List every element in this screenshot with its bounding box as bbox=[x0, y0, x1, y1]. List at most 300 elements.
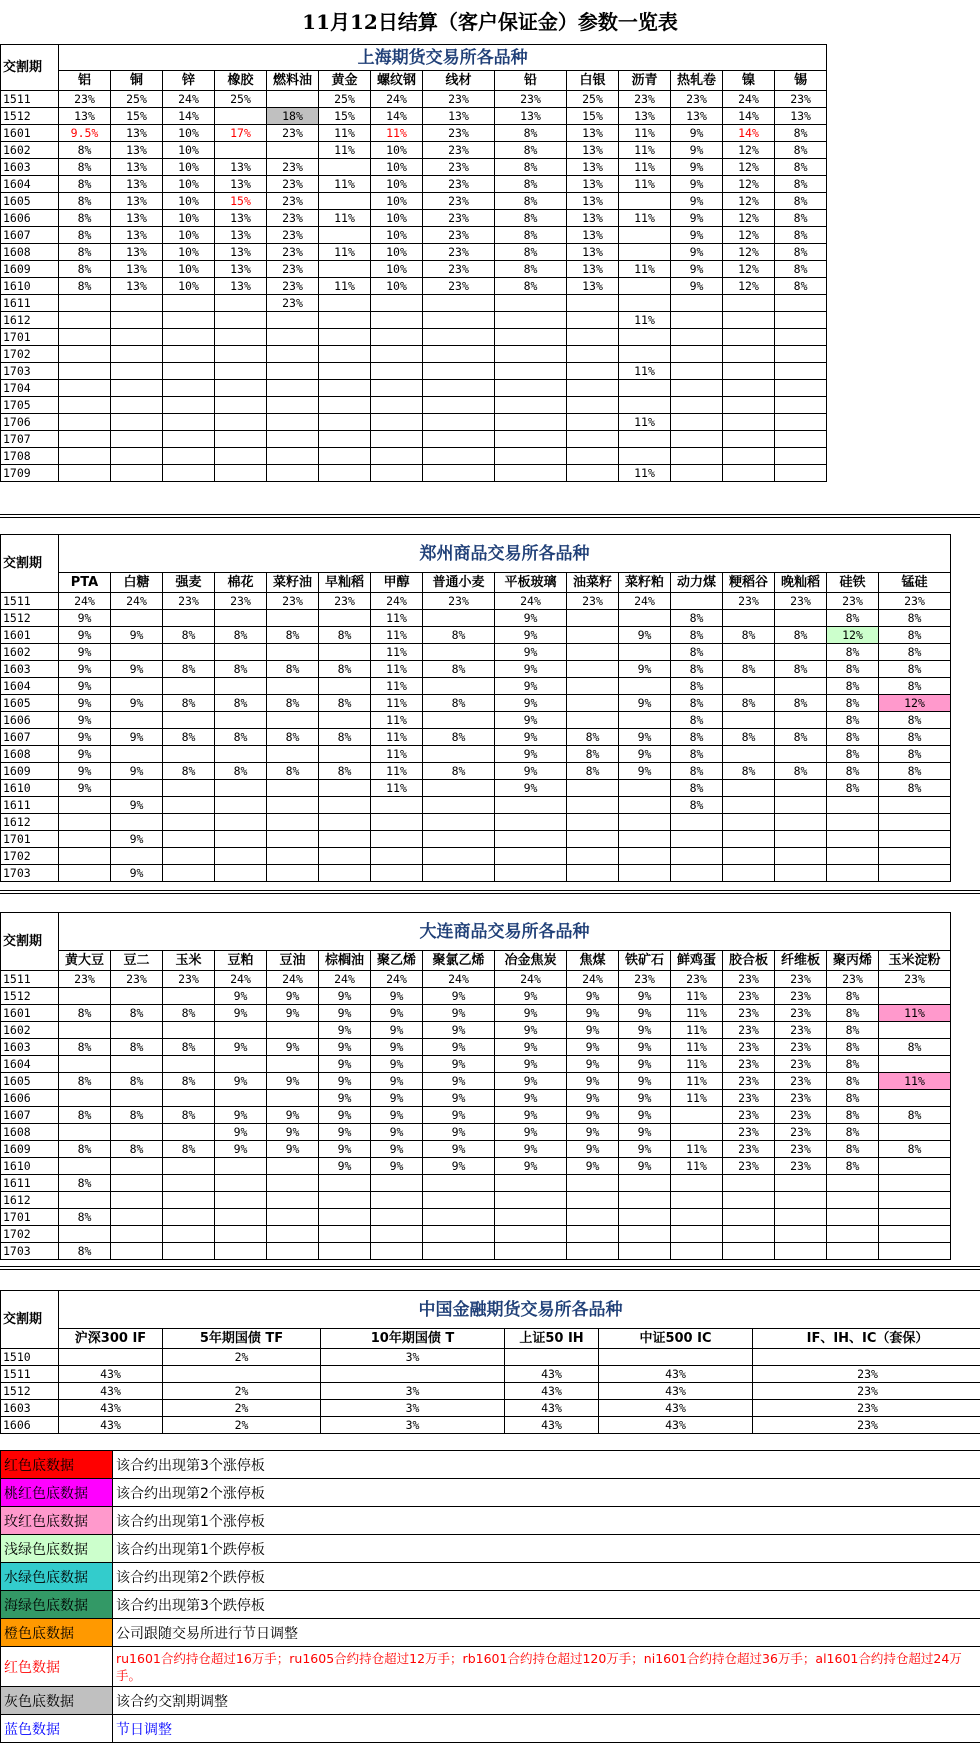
margin-cell bbox=[371, 380, 423, 397]
margin-cell bbox=[215, 363, 267, 380]
margin-cell: 8% bbox=[215, 627, 267, 644]
margin-cell: 11% bbox=[879, 1005, 951, 1022]
margin-cell: 8% bbox=[59, 227, 111, 244]
margin-cell: 10% bbox=[371, 210, 423, 227]
margin-cell: 9% bbox=[495, 1056, 567, 1073]
margin-cell bbox=[111, 848, 163, 865]
margin-cell bbox=[319, 295, 371, 312]
margin-cell bbox=[423, 465, 495, 482]
margin-cell bbox=[775, 1192, 827, 1209]
margin-cell: 9% bbox=[495, 678, 567, 695]
margin-cell: 9% bbox=[215, 1073, 267, 1090]
margin-cell bbox=[371, 414, 423, 431]
product-header: 平板玻璃 bbox=[495, 573, 567, 593]
margin-cell: 23% bbox=[267, 295, 319, 312]
margin-cell: 25% bbox=[111, 91, 163, 108]
margin-cell bbox=[319, 1226, 371, 1243]
margin-cell: 13% bbox=[215, 244, 267, 261]
margin-cell: 8% bbox=[723, 695, 775, 712]
margin-cell: 9% bbox=[267, 1005, 319, 1022]
margin-cell: 8% bbox=[879, 746, 951, 763]
margin-cell: 23% bbox=[267, 261, 319, 278]
margin-cell bbox=[215, 610, 267, 627]
product-header: 胶合板 bbox=[723, 951, 775, 971]
margin-cell bbox=[111, 346, 163, 363]
margin-cell: 13% bbox=[215, 261, 267, 278]
margin-cell: 23% bbox=[775, 1107, 827, 1124]
margin-cell bbox=[215, 1090, 267, 1107]
margin-cell: 8% bbox=[879, 644, 951, 661]
margin-cell bbox=[671, 448, 723, 465]
product-header: 白糖 bbox=[111, 573, 163, 593]
margin-cell bbox=[267, 1175, 319, 1192]
margin-cell bbox=[163, 363, 215, 380]
margin-cell bbox=[423, 312, 495, 329]
margin-cell bbox=[723, 712, 775, 729]
section-title: 上海期货交易所各品种 bbox=[59, 45, 827, 71]
margin-cell: 11% bbox=[319, 125, 371, 142]
margin-cell: 8% bbox=[775, 627, 827, 644]
product-header: 热轧卷 bbox=[671, 71, 723, 91]
margin-cell bbox=[371, 1243, 423, 1260]
margin-cell: 13% bbox=[111, 227, 163, 244]
margin-cell bbox=[723, 848, 775, 865]
margin-cell: 2% bbox=[163, 1417, 321, 1434]
margin-cell bbox=[59, 329, 111, 346]
product-header: 棕榈油 bbox=[319, 951, 371, 971]
period-cell: 1601 bbox=[1, 125, 59, 142]
table-row bbox=[1, 295, 827, 312]
margin-cell: 9% bbox=[59, 610, 111, 627]
margin-cell bbox=[723, 448, 775, 465]
legend-swatch-label: 红色数据 bbox=[1, 1647, 113, 1687]
margin-cell: 23% bbox=[671, 971, 723, 988]
margin-cell: 43% bbox=[59, 1417, 163, 1434]
margin-cell: 8% bbox=[267, 763, 319, 780]
margin-cell: 11% bbox=[371, 627, 423, 644]
margin-cell: 23% bbox=[267, 227, 319, 244]
margin-cell: 8% bbox=[267, 627, 319, 644]
margin-cell bbox=[775, 295, 827, 312]
margin-cell bbox=[111, 988, 163, 1005]
margin-cell bbox=[111, 1192, 163, 1209]
margin-cell: 8% bbox=[163, 661, 215, 678]
margin-cell bbox=[775, 312, 827, 329]
margin-cell: 8% bbox=[775, 142, 827, 159]
period-cell: 1704 bbox=[1, 380, 59, 397]
margin-cell: 9% bbox=[111, 763, 163, 780]
table-row bbox=[1, 1056, 951, 1073]
margin-cell bbox=[111, 431, 163, 448]
margin-cell bbox=[495, 814, 567, 831]
margin-cell bbox=[319, 1209, 371, 1226]
margin-cell bbox=[215, 831, 267, 848]
margin-cell: 13% bbox=[619, 108, 671, 125]
table-row bbox=[1, 1107, 951, 1124]
margin-cell bbox=[111, 746, 163, 763]
period-cell: 1703 bbox=[1, 1243, 59, 1260]
margin-cell: 10% bbox=[163, 125, 215, 142]
product-header: 10年期国债 T bbox=[321, 1329, 505, 1349]
margin-cell bbox=[111, 644, 163, 661]
margin-cell: 8% bbox=[163, 627, 215, 644]
margin-cell bbox=[371, 831, 423, 848]
margin-cell: 23% bbox=[753, 1383, 980, 1400]
margin-cell bbox=[59, 363, 111, 380]
table-row bbox=[1, 244, 827, 261]
margin-cell: 9% bbox=[619, 1090, 671, 1107]
shfe-table bbox=[0, 44, 827, 482]
margin-cell: 23% bbox=[775, 1090, 827, 1107]
margin-cell bbox=[775, 1175, 827, 1192]
table-row bbox=[1, 865, 951, 882]
margin-cell: 13% bbox=[111, 278, 163, 295]
margin-cell: 9% bbox=[619, 661, 671, 678]
margin-cell: 9% bbox=[371, 1141, 423, 1158]
margin-cell bbox=[215, 108, 267, 125]
margin-cell bbox=[59, 1192, 111, 1209]
product-header: IF、IH、IC（套保） bbox=[753, 1329, 980, 1349]
page-title: 11月12日结算（客户保证金）参数一览表 bbox=[302, 10, 678, 34]
margin-cell bbox=[111, 1158, 163, 1175]
table-row bbox=[1, 971, 951, 988]
period-cell: 1706 bbox=[1, 414, 59, 431]
margin-cell: 23% bbox=[723, 1158, 775, 1175]
margin-cell: 13% bbox=[567, 159, 619, 176]
period-cell: 1605 bbox=[1, 193, 59, 210]
margin-cell bbox=[111, 1056, 163, 1073]
margin-cell bbox=[59, 1158, 111, 1175]
margin-cell: 8% bbox=[827, 746, 879, 763]
margin-cell bbox=[567, 431, 619, 448]
czce-table bbox=[0, 534, 951, 882]
margin-cell bbox=[267, 414, 319, 431]
margin-cell: 8% bbox=[879, 1107, 951, 1124]
margin-cell bbox=[619, 397, 671, 414]
margin-cell bbox=[423, 1209, 495, 1226]
margin-cell bbox=[775, 814, 827, 831]
margin-cell bbox=[671, 1175, 723, 1192]
margin-cell: 23% bbox=[723, 1124, 775, 1141]
margin-cell bbox=[267, 1243, 319, 1260]
period-cell: 1701 bbox=[1, 831, 59, 848]
margin-cell: 8% bbox=[495, 125, 567, 142]
period-cell: 1607 bbox=[1, 1107, 59, 1124]
margin-cell: 24% bbox=[267, 971, 319, 988]
margin-cell bbox=[267, 1158, 319, 1175]
table-row bbox=[1, 1022, 951, 1039]
margin-cell: 9% bbox=[567, 1124, 619, 1141]
period-cell: 1611 bbox=[1, 1175, 59, 1192]
margin-cell bbox=[671, 312, 723, 329]
margin-cell: 24% bbox=[495, 971, 567, 988]
margin-cell bbox=[59, 797, 111, 814]
margin-cell bbox=[619, 1175, 671, 1192]
margin-cell bbox=[495, 380, 567, 397]
margin-cell: 9% bbox=[671, 261, 723, 278]
margin-cell: 8% bbox=[671, 644, 723, 661]
margin-cell: 10% bbox=[371, 176, 423, 193]
margin-cell bbox=[267, 465, 319, 482]
product-header: 中证500 IC bbox=[599, 1329, 753, 1349]
margin-cell: 17% bbox=[215, 125, 267, 142]
product-header: 聚乙烯 bbox=[371, 951, 423, 971]
legend-description: 该合约出现第1个跌停板 bbox=[113, 1535, 980, 1563]
margin-cell bbox=[495, 797, 567, 814]
margin-cell: 23% bbox=[723, 1056, 775, 1073]
margin-cell: 11% bbox=[371, 125, 423, 142]
margin-cell bbox=[723, 431, 775, 448]
margin-cell: 10% bbox=[371, 142, 423, 159]
margin-cell bbox=[723, 295, 775, 312]
product-header: 动力煤 bbox=[671, 573, 723, 593]
margin-cell: 8% bbox=[775, 227, 827, 244]
margin-cell bbox=[267, 1022, 319, 1039]
margin-cell: 24% bbox=[423, 971, 495, 988]
margin-cell: 43% bbox=[505, 1417, 599, 1434]
margin-cell bbox=[163, 1366, 321, 1383]
margin-cell: 9% bbox=[59, 695, 111, 712]
margin-cell: 8% bbox=[567, 729, 619, 746]
margin-cell: 10% bbox=[163, 193, 215, 210]
margin-cell bbox=[423, 329, 495, 346]
margin-cell: 10% bbox=[163, 142, 215, 159]
margin-cell: 9% bbox=[567, 1039, 619, 1056]
legend-row bbox=[1, 1535, 980, 1563]
margin-cell: 9% bbox=[319, 1141, 371, 1158]
period-cell: 1612 bbox=[1, 814, 59, 831]
margin-cell bbox=[723, 678, 775, 695]
period-cell: 1603 bbox=[1, 1400, 59, 1417]
margin-cell bbox=[215, 1192, 267, 1209]
margin-cell: 9% bbox=[567, 1022, 619, 1039]
margin-cell bbox=[775, 380, 827, 397]
margin-cell bbox=[319, 831, 371, 848]
margin-cell: 9% bbox=[215, 1039, 267, 1056]
legend-table bbox=[0, 1450, 980, 1743]
margin-cell bbox=[215, 431, 267, 448]
table-row bbox=[1, 1417, 980, 1434]
margin-cell: 11% bbox=[619, 312, 671, 329]
margin-cell: 8% bbox=[59, 1107, 111, 1124]
cffex-table bbox=[0, 1290, 980, 1434]
margin-cell: 9% bbox=[423, 1073, 495, 1090]
margin-cell: 11% bbox=[319, 278, 371, 295]
margin-cell bbox=[111, 712, 163, 729]
table-row bbox=[1, 346, 827, 363]
margin-cell bbox=[111, 780, 163, 797]
margin-cell bbox=[671, 414, 723, 431]
margin-cell: 8% bbox=[495, 244, 567, 261]
margin-cell bbox=[267, 397, 319, 414]
table-row bbox=[1, 397, 827, 414]
margin-cell: 10% bbox=[371, 278, 423, 295]
margin-cell: 24% bbox=[495, 593, 567, 610]
margin-cell bbox=[319, 193, 371, 210]
table-row bbox=[1, 380, 827, 397]
margin-cell bbox=[619, 295, 671, 312]
legend-swatch-label: 海绿色底数据 bbox=[1, 1591, 113, 1619]
margin-cell: 11% bbox=[671, 1056, 723, 1073]
margin-cell bbox=[319, 1175, 371, 1192]
period-cell: 1511 bbox=[1, 971, 59, 988]
margin-cell: 8% bbox=[827, 1141, 879, 1158]
margin-cell bbox=[215, 746, 267, 763]
margin-cell bbox=[723, 865, 775, 882]
period-cell: 1610 bbox=[1, 780, 59, 797]
margin-cell bbox=[827, 1243, 879, 1260]
margin-cell bbox=[319, 261, 371, 278]
margin-cell bbox=[111, 363, 163, 380]
margin-cell bbox=[111, 678, 163, 695]
margin-cell bbox=[267, 380, 319, 397]
margin-cell: 13% bbox=[567, 227, 619, 244]
margin-cell: 11% bbox=[371, 780, 423, 797]
margin-cell: 8% bbox=[827, 712, 879, 729]
legend-row bbox=[1, 1619, 980, 1647]
margin-cell: 12% bbox=[723, 193, 775, 210]
period-cell: 1701 bbox=[1, 1209, 59, 1226]
table-row bbox=[1, 176, 827, 193]
margin-cell bbox=[827, 1175, 879, 1192]
margin-cell: 23% bbox=[567, 593, 619, 610]
margin-cell bbox=[879, 1124, 951, 1141]
margin-cell: 12% bbox=[879, 695, 951, 712]
margin-cell: 9% bbox=[319, 1005, 371, 1022]
margin-cell bbox=[163, 414, 215, 431]
table-row bbox=[1, 414, 827, 431]
margin-cell bbox=[775, 865, 827, 882]
margin-cell: 8% bbox=[495, 176, 567, 193]
margin-cell: 8% bbox=[775, 193, 827, 210]
margin-cell bbox=[215, 448, 267, 465]
margin-cell: 9% bbox=[567, 1141, 619, 1158]
margin-cell: 9% bbox=[671, 125, 723, 142]
margin-cell: 9% bbox=[267, 1039, 319, 1056]
margin-cell bbox=[215, 814, 267, 831]
margin-cell: 8% bbox=[723, 729, 775, 746]
margin-cell bbox=[775, 414, 827, 431]
margin-cell bbox=[423, 797, 495, 814]
table-row bbox=[1, 312, 827, 329]
margin-cell: 23% bbox=[723, 971, 775, 988]
margin-cell bbox=[215, 848, 267, 865]
margin-cell: 9% bbox=[59, 627, 111, 644]
margin-cell bbox=[111, 295, 163, 312]
margin-cell: 23% bbox=[671, 91, 723, 108]
margin-cell: 23% bbox=[775, 988, 827, 1005]
table-row bbox=[1, 678, 951, 695]
margin-cell: 12% bbox=[723, 278, 775, 295]
margin-cell: 43% bbox=[599, 1366, 753, 1383]
margin-cell: 8% bbox=[827, 1124, 879, 1141]
margin-cell: 9% bbox=[567, 1056, 619, 1073]
margin-cell bbox=[163, 1090, 215, 1107]
margin-cell: 9% bbox=[495, 780, 567, 797]
margin-cell: 13% bbox=[775, 108, 827, 125]
margin-cell: 8% bbox=[111, 1107, 163, 1124]
margin-cell bbox=[163, 312, 215, 329]
margin-cell bbox=[163, 865, 215, 882]
margin-cell: 13% bbox=[215, 176, 267, 193]
margin-cell bbox=[423, 448, 495, 465]
margin-cell bbox=[495, 1175, 567, 1192]
margin-cell: 11% bbox=[319, 176, 371, 193]
margin-cell bbox=[111, 1243, 163, 1260]
margin-cell bbox=[723, 1226, 775, 1243]
table-row bbox=[1, 1243, 951, 1260]
margin-cell: 8% bbox=[163, 1005, 215, 1022]
legend-swatch-label: 灰色底数据 bbox=[1, 1687, 113, 1715]
margin-cell: 10% bbox=[163, 261, 215, 278]
margin-cell: 9% bbox=[671, 244, 723, 261]
margin-cell bbox=[163, 644, 215, 661]
margin-cell: 9% bbox=[371, 1039, 423, 1056]
margin-cell bbox=[775, 329, 827, 346]
period-cell: 1608 bbox=[1, 244, 59, 261]
margin-cell: 23% bbox=[723, 1107, 775, 1124]
margin-cell bbox=[879, 1056, 951, 1073]
margin-cell: 11% bbox=[371, 610, 423, 627]
margin-cell: 8% bbox=[163, 1039, 215, 1056]
margin-cell bbox=[879, 814, 951, 831]
margin-cell: 9% bbox=[319, 1124, 371, 1141]
table-row bbox=[1, 1383, 980, 1400]
margin-cell: 9% bbox=[495, 695, 567, 712]
margin-cell bbox=[59, 312, 111, 329]
table-row bbox=[1, 363, 827, 380]
margin-cell bbox=[495, 363, 567, 380]
margin-cell: 9% bbox=[111, 831, 163, 848]
margin-cell: 11% bbox=[619, 465, 671, 482]
margin-cell bbox=[59, 848, 111, 865]
margin-cell bbox=[163, 814, 215, 831]
margin-cell bbox=[827, 865, 879, 882]
margin-cell bbox=[267, 644, 319, 661]
margin-cell: 9% bbox=[319, 1090, 371, 1107]
margin-cell bbox=[319, 746, 371, 763]
margin-cell bbox=[879, 865, 951, 882]
margin-cell bbox=[671, 397, 723, 414]
margin-cell: 13% bbox=[671, 108, 723, 125]
margin-cell bbox=[671, 814, 723, 831]
margin-cell bbox=[319, 1243, 371, 1260]
margin-cell bbox=[619, 610, 671, 627]
margin-cell: 8% bbox=[59, 1005, 111, 1022]
margin-cell bbox=[423, 414, 495, 431]
margin-cell bbox=[59, 1226, 111, 1243]
margin-cell bbox=[215, 1056, 267, 1073]
margin-cell: 23% bbox=[423, 210, 495, 227]
legend-description: 节日调整 bbox=[113, 1715, 980, 1743]
margin-cell bbox=[215, 380, 267, 397]
table-row bbox=[1, 712, 951, 729]
margin-cell bbox=[775, 397, 827, 414]
period-cell: 1610 bbox=[1, 1158, 59, 1175]
margin-cell bbox=[319, 380, 371, 397]
margin-cell: 8% bbox=[495, 210, 567, 227]
margin-cell bbox=[619, 329, 671, 346]
margin-cell bbox=[215, 1175, 267, 1192]
legend-row bbox=[1, 1715, 980, 1743]
product-header: 锌 bbox=[163, 71, 215, 91]
margin-cell bbox=[319, 346, 371, 363]
period-cell: 1606 bbox=[1, 1417, 59, 1434]
margin-cell: 11% bbox=[619, 414, 671, 431]
period-cell: 1603 bbox=[1, 661, 59, 678]
margin-cell bbox=[59, 988, 111, 1005]
margin-cell: 8% bbox=[827, 695, 879, 712]
